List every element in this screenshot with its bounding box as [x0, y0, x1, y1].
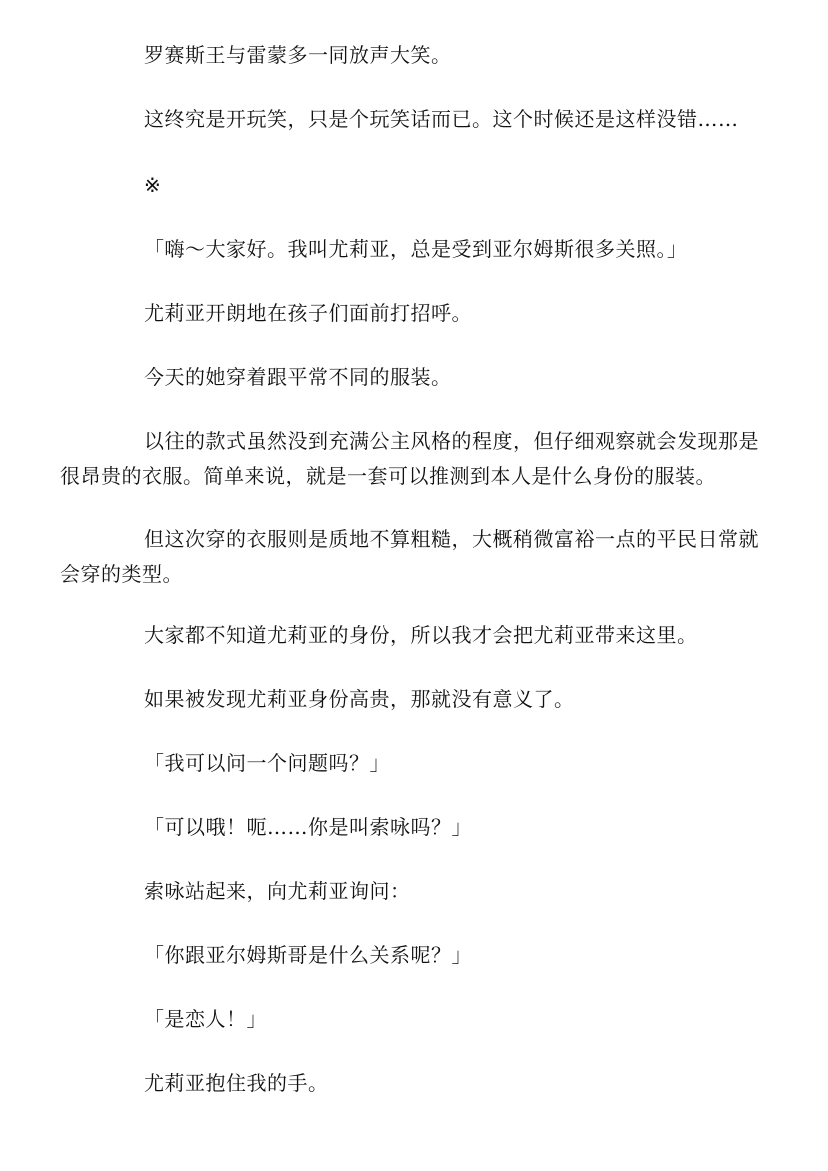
paragraph: 尤莉亚开朗地在孩子们面前打招呼。	[144, 301, 472, 325]
paragraph: 尤莉亚抱住我的手。	[144, 1071, 329, 1095]
paragraph: 大家都不知道尤莉亚的身份，所以我才会把尤莉亚带来这里。	[144, 623, 698, 647]
paragraph: 但这次穿的衣服则是质地不算粗糙，大概稍微富裕一点的平民日常就会穿的类型。	[60, 527, 759, 586]
paragraph: 索咏站起来，向尤莉亚询问：	[144, 879, 411, 903]
dialogue-line: 「你跟亚尔姆斯哥是什么关系呢？」	[144, 943, 472, 967]
dialogue-line: 「是恋人！」	[144, 1007, 267, 1031]
paragraph: 今天的她穿着跟平常不同的服装。	[144, 365, 452, 389]
paragraph: 这终究是开玩笑，只是个玩笑话而已。这个时候还是这样没错……	[144, 107, 739, 131]
paragraph: 以往的款式虽然没到充满公主风格的程度，但仔细观察就会发现那是很昂贵的衣服。简单来说，就是一套可以推测到本人是什么身份的服装。	[60, 429, 759, 488]
section-break-mark: ※	[144, 173, 162, 197]
paragraph: 如果被发现尤莉亚身份高贵，那就没有意义了。	[144, 687, 575, 711]
dialogue-line: 「可以哦！呃……你是叫索咏吗？」	[144, 815, 472, 839]
dialogue-line: 「我可以问一个问题吗？」	[144, 751, 390, 775]
paragraph: 罗赛斯王与雷蒙多一同放声大笑。	[144, 43, 452, 67]
dialogue-line: 「嗨～大家好。我叫尤莉亚，总是受到亚尔姆斯很多关照。」	[144, 237, 688, 261]
